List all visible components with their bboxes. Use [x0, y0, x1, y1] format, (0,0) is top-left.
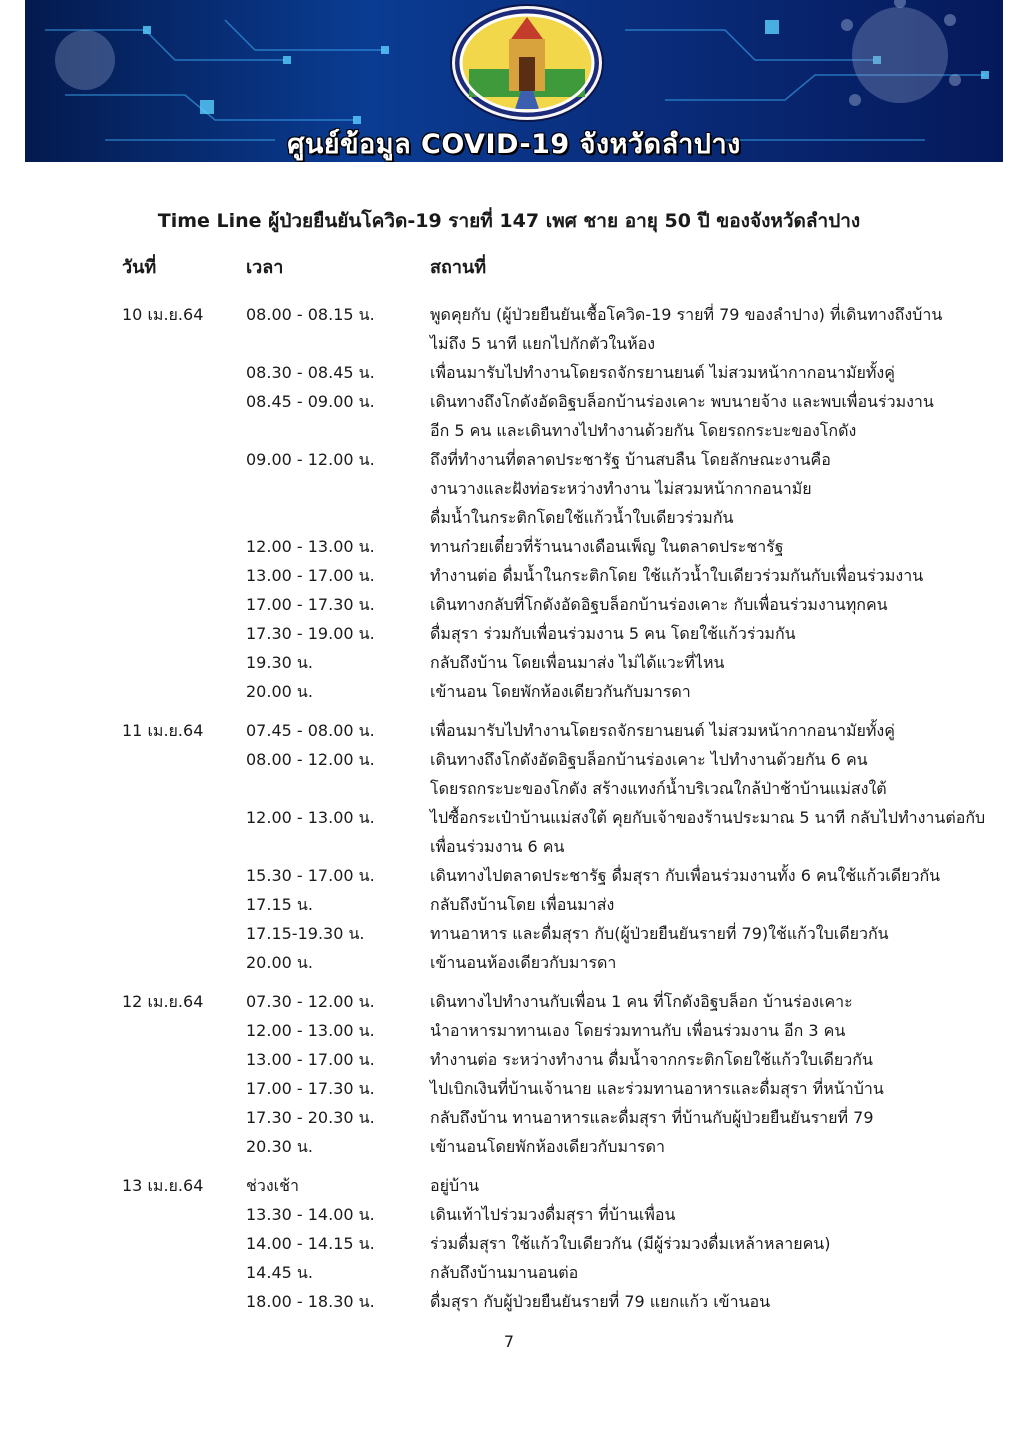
timeline-row — [0, 1287, 1018, 1316]
timeline-row — [0, 300, 1018, 329]
place-cell: เดินทางถึงโกดังอัดอิฐบล็อกบ้านร่องเคาะ พบนายจ้าง และพบเพื่อนร่วมงาน — [430, 392, 934, 411]
time-cell: 08.45 - 09.00 น. — [246, 392, 375, 411]
timeline-row — [0, 329, 1018, 358]
timeline-row — [0, 1016, 1018, 1045]
time-cell: 12.00 - 13.00 น. — [246, 537, 375, 556]
banner-title: ศูนย์ข้อมูล COVID-19 จังหวัดลำปาง — [287, 129, 741, 160]
timeline-row — [0, 590, 1018, 619]
timeline-row — [0, 416, 1018, 445]
timeline-row — [0, 1200, 1018, 1229]
date-cell: 11 เม.ย.64 — [122, 721, 204, 740]
timeline-row — [0, 387, 1018, 416]
place-cell: กลับถึงบ้าน ทานอาหารและดื่มสุรา ที่บ้านกับผู้ป่วยยืนยันรายที่ 79 — [430, 1108, 874, 1127]
date-cell: 13 เม.ย.64 — [122, 1176, 204, 1195]
time-cell: ช่วงเช้า — [246, 1176, 299, 1195]
column-header-date: วันที่ — [122, 257, 157, 278]
date-cell: 12 เม.ย.64 — [122, 992, 204, 1011]
timeline-row — [0, 987, 1018, 1016]
time-cell: 13.00 - 17.00 น. — [246, 1050, 375, 1069]
place-cell: โดยรถกระบะของโกดัง สร้างแทงก์น้ำบริเวณใกล้ป่าช้าบ้านแม่สงใต้ — [430, 779, 887, 798]
timeline-row — [0, 890, 1018, 919]
place-cell: ร่วมดื่มสุรา ใช้แก้วใบเดียวกัน (มีผู้ร่วมวงดื่มเหล้าหลายคน) — [430, 1234, 831, 1253]
timeline-row — [0, 358, 1018, 387]
place-cell: ไปซื้อกระเป๋าบ้านแม่สงใต้ คุยกับเจ้าของร้านประมาณ 5 นาที กลับไปทำงานต่อกับ — [430, 808, 986, 827]
timeline-row — [0, 445, 1018, 474]
time-cell: 18.00 - 18.30 น. — [246, 1292, 375, 1311]
timeline-row — [0, 745, 1018, 774]
time-cell: 08.00 - 08.15 น. — [246, 305, 375, 324]
time-cell: 12.00 - 13.00 น. — [246, 1021, 375, 1040]
place-cell: เดินเท้าไปร่วมวงดื่มสุรา ที่บ้านเพื่อน — [430, 1205, 676, 1224]
time-cell: 17.00 - 17.30 น. — [246, 1079, 375, 1098]
place-cell: ถึงที่ทำงานที่ตลาดประชารัฐ บ้านสบลืน โดยลักษณะงานคือ — [430, 450, 831, 469]
place-cell: เพื่อนมารับไปทำงานโดยรถจักรยานยนต์ ไม่สวมหน้ากากอนามัยทั้งคู่ — [430, 721, 895, 740]
place-cell: กลับถึงบ้านมานอนต่อ — [430, 1263, 579, 1282]
column-header-time: เวลา — [246, 257, 284, 278]
place-cell: ทำงานต่อ ระหว่างทำงาน ดื่มน้ำจากกระติกโดยใช้แก้วใบเดียวกัน — [430, 1050, 873, 1069]
time-cell: 20.00 น. — [246, 682, 313, 701]
place-cell: เดินทางไปทำงานกับเพื่อน 1 คน ที่โกดังอิฐบล็อก บ้านร่องเคาะ — [430, 992, 853, 1011]
time-cell: 19.30 น. — [246, 653, 313, 672]
time-cell: 20.30 น. — [246, 1137, 313, 1156]
place-cell: ดื่มสุรา กับผู้ป่วยยืนยันรายที่ 79 แยกแก้ว เข้านอน — [430, 1292, 771, 1311]
place-cell: ไม่ถึง 5 นาที แยกไปกักตัวในห้อง — [430, 334, 656, 353]
time-cell: 17.00 - 17.30 น. — [246, 595, 375, 614]
place-cell: ทำงานต่อ ดื่มน้ำในกระติกโดย ใช้แก้วน้ำใบเดียวร่วมกันกับเพื่อนร่วมงาน — [430, 566, 924, 585]
timeline-row — [0, 774, 1018, 803]
place-cell: อยู่บ้าน — [430, 1176, 480, 1195]
time-cell: 12.00 - 13.00 น. — [246, 808, 375, 827]
place-cell: นำอาหารมาทานเอง โดยร่วมทานกับ เพื่อนร่วมงาน อีก 3 คน — [430, 1021, 846, 1040]
column-header-place: สถานที่ — [430, 257, 487, 278]
time-cell: 13.00 - 17.00 น. — [246, 566, 375, 585]
timeline-row — [0, 1103, 1018, 1132]
time-cell: 14.00 - 14.15 น. — [246, 1234, 375, 1253]
place-cell: ทานอาหาร และดื่มสุรา กับ(ผู้ป่วยยืนยันรายที่ 79)ใช้แก้วใบเดียวกัน — [430, 924, 889, 943]
place-cell: เดินทางกลับที่โกดังอัดอิฐบล็อกบ้านร่องเคาะ กับเพื่อนร่วมงานทุกคน — [430, 595, 888, 614]
time-cell: 20.00 น. — [246, 953, 313, 972]
place-cell: เพื่อนร่วมงาน 6 คน — [430, 837, 565, 856]
time-cell: 17.15 น. — [246, 895, 313, 914]
timeline-row — [0, 677, 1018, 706]
time-cell: 07.30 - 12.00 น. — [246, 992, 375, 1011]
timeline-row — [0, 532, 1018, 561]
lampang-seal-logo — [452, 6, 602, 120]
timeline-row — [0, 619, 1018, 648]
date-cell: 10 เม.ย.64 — [122, 305, 204, 324]
timeline-row — [0, 648, 1018, 677]
time-cell: 17.30 - 20.30 น. — [246, 1108, 375, 1127]
timeline-row — [0, 1258, 1018, 1287]
time-cell: 17.15-19.30 น. — [246, 924, 365, 943]
place-cell: กลับถึงบ้านโดย เพื่อนมาส่ง — [430, 895, 615, 914]
timeline-row — [0, 1045, 1018, 1074]
time-cell: 14.45 น. — [246, 1263, 313, 1282]
place-cell: ทานก๋วยเตี๋ยวที่ร้านนางเดือนเพ็ญ ในตลาดประชารัฐ — [430, 537, 784, 556]
time-cell: 09.00 - 12.00 น. — [246, 450, 375, 469]
timeline-row — [0, 1132, 1018, 1161]
timeline-row — [0, 803, 1018, 832]
document-title: Time Line ผู้ป่วยยืนยันโควิด-19 รายที่ 147 เพศ ชาย อายุ 50 ปี ของจังหวัดลำปาง — [157, 210, 861, 232]
place-cell: ดื่มสุรา ร่วมกับเพื่อนร่วมงาน 5 คน โดยใช้แก้วร่วมกัน — [430, 624, 796, 643]
day-separator — [0, 1161, 1018, 1171]
place-cell: เพื่อนมารับไปทำงานโดยรถจักรยานยนต์ ไม่สวมหน้ากากอนามัยทั้งคู่ — [430, 363, 895, 382]
timeline-row — [0, 1074, 1018, 1103]
timeline-row — [0, 861, 1018, 890]
timeline-row — [0, 1229, 1018, 1258]
timeline-row — [0, 948, 1018, 977]
place-cell: เข้านอนห้องเดียวกับมารดา — [430, 953, 617, 972]
header-banner — [25, 0, 1003, 162]
place-cell: เข้านอนโดยพักห้องเดียวกับมารดา — [430, 1137, 665, 1156]
place-cell: ดื่มน้ำในกระติกโดยใช้แก้วน้ำใบเดียวร่วมกัน — [430, 508, 734, 527]
place-cell: เดินทางถึงโกดังอัดอิฐบล็อกบ้านร่องเคาะ ไปทำงานด้วยกัน 6 คน — [430, 750, 868, 769]
timeline-row — [0, 832, 1018, 861]
timeline-row — [0, 919, 1018, 948]
timeline-table — [0, 300, 1018, 1316]
place-cell: อีก 5 คน และเดินทางไปทำงานด้วยกัน โดยรถกระบะของโกดัง — [430, 421, 857, 440]
timeline-row — [0, 1171, 1018, 1200]
time-cell: 17.30 - 19.00 น. — [246, 624, 375, 643]
place-cell: เดินทางไปตลาดประชารัฐ ดื่มสุรา กับเพื่อนร่วมงานทั้ง 6 คนใช้แก้วเดียวกัน — [430, 866, 941, 885]
place-cell: กลับถึงบ้าน โดยเพื่อนมาส่ง ไม่ได้แวะที่ไหน — [430, 653, 725, 672]
time-cell: 08.30 - 08.45 น. — [246, 363, 375, 382]
day-separator — [0, 977, 1018, 987]
place-cell: ไปเบิกเงินที่บ้านเจ้านาย และร่วมทานอาหารและดื่มสุรา ที่หน้าบ้าน — [430, 1079, 884, 1098]
day-separator — [0, 706, 1018, 716]
place-cell: เข้านอน โดยพักห้องเดียวกันกับมารดา — [430, 682, 691, 701]
time-cell: 13.30 - 14.00 น. — [246, 1205, 375, 1224]
page-number: 7 — [503, 1332, 515, 1351]
place-cell: งานวางและฝังท่อระหว่างทำงาน ไม่สวมหน้ากากอนามัย — [430, 479, 812, 498]
timeline-row — [0, 716, 1018, 745]
timeline-row — [0, 561, 1018, 590]
time-cell: 08.00 - 12.00 น. — [246, 750, 375, 769]
time-cell: 07.45 - 08.00 น. — [246, 721, 375, 740]
time-cell: 15.30 - 17.00 น. — [246, 866, 375, 885]
timeline-row — [0, 503, 1018, 532]
timeline-row — [0, 474, 1018, 503]
place-cell: พูดคุยกับ (ผู้ป่วยยืนยันเชื้อโควิด-19 รายที่ 79 ของลำปาง) ที่เดินทางถึงบ้าน — [430, 305, 943, 324]
